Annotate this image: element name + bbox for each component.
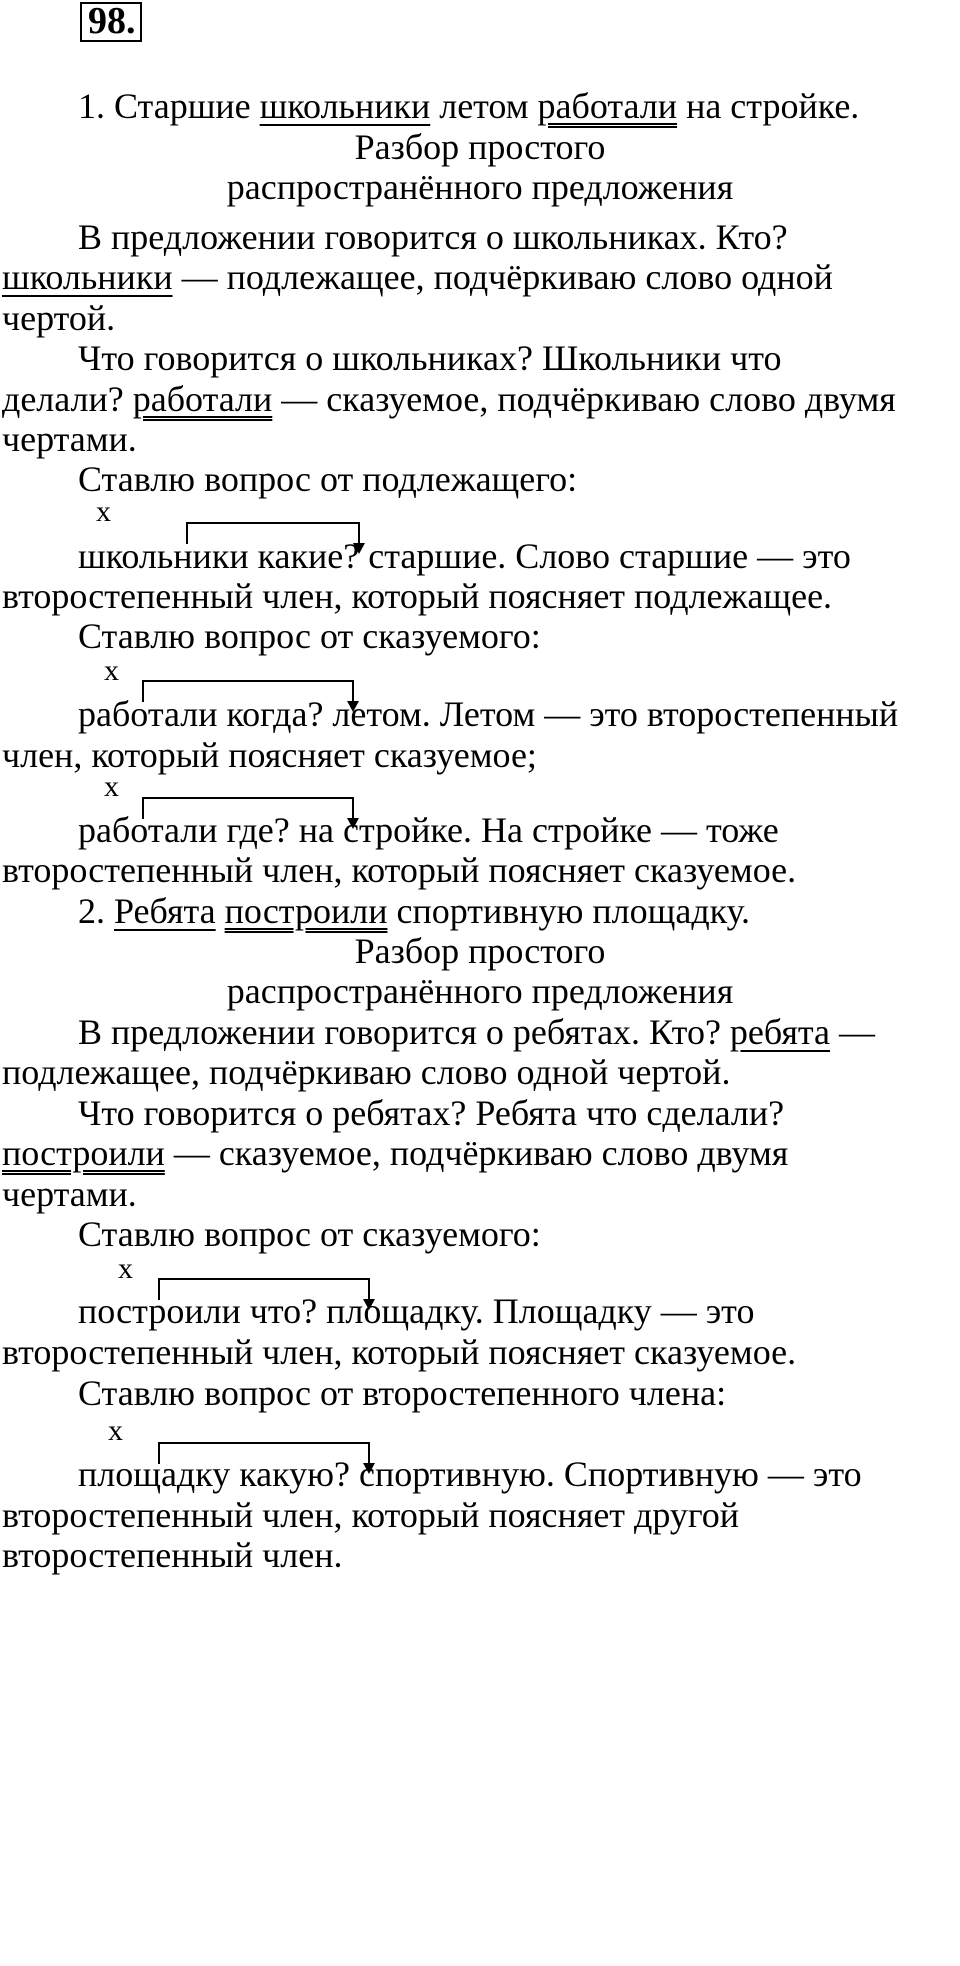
sentence-2: 2. Ребята построили спортивную площадку.: [78, 891, 751, 931]
section-heading: Разбор простого: [354, 931, 606, 971]
paragraph-line: делали? работали — сказуемое, подчёркиваю слово двумя: [2, 379, 896, 419]
paragraph-line: второстепенный член, который поясняет сказуемое.: [2, 850, 797, 890]
paragraph-line: В предложении говорится о школьниках. Кто?: [78, 217, 788, 257]
paragraph-line: построили что? площадку. Площадку — это: [78, 1291, 755, 1331]
subject-word: Ребята: [114, 891, 216, 931]
x-mark: х: [108, 1414, 123, 1447]
paragraph-line: Ставлю вопрос от сказуемого:: [78, 616, 541, 656]
section-heading: распространённого предложения: [226, 167, 734, 207]
subject-word: ребята: [729, 1012, 831, 1052]
paragraph-line: школьники какие? старшие. Слово старшие — это: [78, 536, 851, 576]
predicate-word: работали: [537, 86, 678, 126]
paragraph-line: Что говорится о школьниках? Школьники что: [78, 338, 782, 378]
paragraph-line: школьники — подлежащее, подчёркиваю слово одной: [2, 257, 833, 297]
paragraph-line: второстепенный член, который поясняет другой: [2, 1495, 740, 1535]
x-mark: х: [118, 1252, 133, 1285]
paragraph-line: чертой.: [2, 298, 116, 338]
paragraph-line: В предложении говорится о ребятах. Кто? ребята —: [78, 1012, 876, 1052]
paragraph-line: второстепенный член, который поясняет сказуемое.: [2, 1332, 797, 1372]
paragraph-line: Ставлю вопрос от подлежащего:: [78, 459, 578, 499]
subject-word: школьники: [259, 86, 431, 126]
predicate-word: работали: [132, 379, 273, 419]
paragraph-line: площадку какую? спортивную. Спортивную — это: [78, 1454, 862, 1494]
paragraph-line: чертами.: [2, 1174, 137, 1214]
exercise-number: 98.: [88, 0, 136, 42]
paragraph-line: второстепенный член.: [2, 1535, 343, 1575]
predicate-word: построили: [224, 891, 388, 931]
predicate-word: построили: [2, 1133, 165, 1173]
paragraph-line: построили — сказуемое, подчёркиваю слово двумя: [2, 1133, 789, 1173]
paragraph-line: работали где? на стройке. На стройке — тоже: [78, 810, 779, 850]
section-heading: распространённого предложения: [226, 971, 734, 1011]
x-mark: х: [96, 495, 111, 528]
subject-word: школьники: [2, 257, 173, 297]
paragraph-line: Ставлю вопрос от второстепенного члена:: [78, 1373, 727, 1413]
paragraph-line: работали когда? летом. Летом — это второстепенный: [78, 694, 899, 734]
paragraph-line: второстепенный член, который поясняет подлежащее.: [2, 576, 833, 616]
paragraph-line: подлежащее, подчёркиваю слово одной чертой.: [2, 1052, 731, 1092]
x-mark: х: [104, 654, 119, 687]
paragraph-line: Что говорится о ребятах? Ребята что сделали?: [78, 1093, 785, 1133]
paragraph-line: член, который поясняет сказуемое;: [2, 735, 537, 775]
section-heading: Разбор простого: [354, 127, 606, 167]
paragraph-line: Ставлю вопрос от сказуемого:: [78, 1214, 541, 1254]
sentence-1: 1. Старшие школьники летом работали на стройке.: [78, 86, 860, 126]
paragraph-line: чертами.: [2, 419, 137, 459]
x-mark: х: [104, 770, 119, 803]
